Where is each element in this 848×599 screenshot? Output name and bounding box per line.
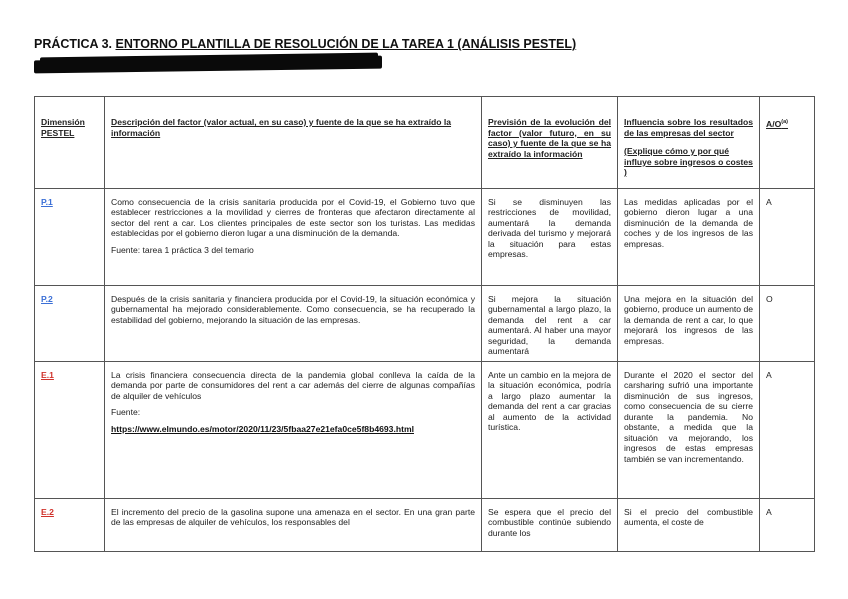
row-prevision: Si se disminuyen las restricciones de movilidad, aumentará la demanda derivada del turismo y mejorará la situación para estas empresas.	[482, 188, 618, 285]
redacted-author-names	[34, 56, 382, 74]
row-descripcion	[105, 188, 482, 285]
header-dimension: Dimensión PESTEL	[35, 97, 105, 189]
dimension-link[interactable]: P.2	[41, 293, 53, 304]
row-descripcion: El incremento del precio de la gasolina supone una amenaza en el sector. En una gran parte de las empresas de alquiler de vehículos, los responsables del	[105, 498, 482, 551]
row-prevision: Si mejora la situación gubernamental a largo plazo, la demanda del rent a car aumentará. Al haber una mayor seguridad, la demanda aumentará	[482, 285, 618, 361]
row-descripcion	[105, 361, 482, 498]
header-influencia-main: Influencia sobre los resultados de las empresas del sector	[624, 117, 753, 138]
dimension-link[interactable]: E.2	[41, 506, 54, 517]
row-dimension	[35, 285, 105, 361]
document-title	[34, 37, 576, 51]
row-ao: A	[760, 188, 815, 285]
row-influencia: Durante el 2020 el sector del carsharing sufrió una importante disminución de sus ingresos, como consecuencia de su cierre durante la pandemia. No obstante, a medida que la situación va mejorando, los ingresos de estas empresas también se van incrementando.	[618, 361, 760, 498]
dimension-link[interactable]: P.1	[41, 196, 53, 207]
descripcion-text: La crisis financiera consecuencia directa de la pandemia global conlleva la caída de la demanda por parte de consumidores del rent a car además del cierre de algunas compañías de alquiler de vehículos	[111, 369, 475, 401]
row-influencia: Si el precio del combustible aumenta, el coste de	[618, 498, 760, 551]
row-ao: O	[760, 285, 815, 361]
header-prevision: Previsión de la evolución del factor (valor futuro, en su caso) y fuente de la que se ha extraído la información	[482, 97, 618, 189]
source-url-link[interactable]: https://www.elmundo.es/motor/2020/11/23/5fbaa27e21efa0ce5f8b4693.html	[111, 423, 414, 434]
table-row	[35, 498, 815, 551]
table-row	[35, 188, 815, 285]
row-descripcion: Después de la crisis sanitaria y financiera producida por el Covid-19, la situación económica y gubernamental ha mejorado considerablemente. Como consecuencia, se ha recuperado la estabilidad del gobierno, mejorando la situación de las empresas.	[105, 285, 482, 361]
row-ao: A	[760, 498, 815, 551]
dimension-link[interactable]: E.1	[41, 369, 54, 380]
row-dimension	[35, 498, 105, 551]
title-prefix: PRÁCTICA 3.	[34, 37, 113, 51]
fuente-text: Fuente:	[111, 407, 141, 417]
descripcion-text: Como consecuencia de la crisis sanitaria producida por el Covid-19, el Gobierno tuvo que establecer restricciones a la movilidad y cierres de fronteras que afectaron directamente al sector del rent a car. Los clientes principales de este sector son los turistas. Las medidas establecidas por el gobierno dieron lugar a una disminución de la demanda.	[111, 196, 475, 238]
header-influencia-note: (Explique cómo y por qué influye sobre ingresos o costes )	[624, 146, 753, 177]
header-ao	[760, 97, 815, 189]
row-dimension	[35, 188, 105, 285]
row-ao: A	[760, 361, 815, 498]
table-row	[35, 361, 815, 498]
row-prevision: Ante un cambio en la mejora de la situación económica, podría a largo plazo aumentar la demanda del rent a car gracias al aumento de la actividad turística.	[482, 361, 618, 498]
row-influencia: Las medidas aplicadas por el gobierno dieron lugar a una disminución de la demanda de coches y de los ingresos de las empresas.	[618, 188, 760, 285]
pestel-table	[34, 96, 815, 552]
table-row	[35, 285, 815, 361]
header-descripcion: Descripción del factor (valor actual, en su caso) y fuente de la que se ha extraído la información	[105, 97, 482, 189]
row-prevision: Se espera que el precio del combustible continúe subiendo durante los	[482, 498, 618, 551]
fuente-text: Fuente: tarea 1 práctica 3 del temario	[111, 244, 254, 255]
table-header-row	[35, 97, 815, 189]
header-ao-label: A/O	[766, 118, 782, 129]
row-influencia: Una mejora en la situación del gobierno, produce un aumento de la demanda de rent a car, lo que mejorará los ingresos de las empresas.	[618, 285, 760, 361]
header-ao-sup: (a)	[781, 119, 789, 125]
title-main: ENTORNO PLANTILLA DE RESOLUCIÓN DE LA TAREA 1 (ANÁLISIS PESTEL)	[115, 37, 577, 51]
row-dimension	[35, 361, 105, 498]
header-influencia	[618, 97, 760, 189]
